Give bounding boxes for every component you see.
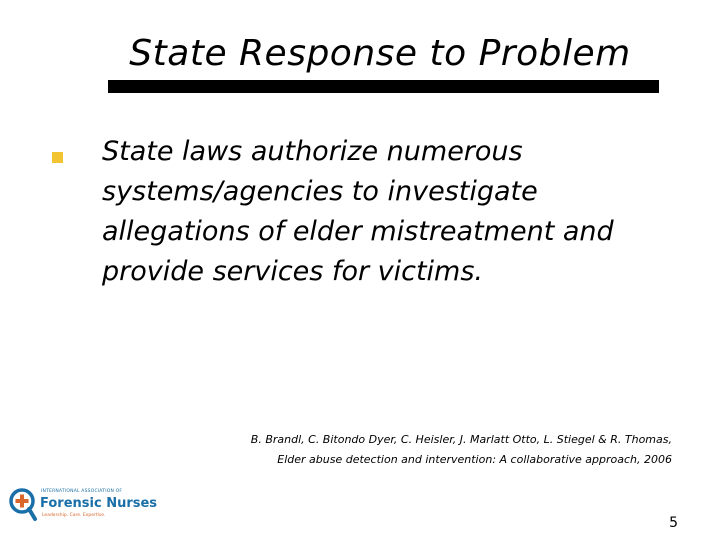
slide-title: State Response to Problem [129, 33, 631, 74]
logo-association-text: INTERNATIONAL ASSOCIATION OF [41, 489, 123, 494]
citation-work: Elder abuse detection and intervention: A collaborative approach, 2006 [277, 453, 672, 466]
logo-tagline-text: Leadership. Care. Expertise. [42, 513, 106, 518]
bullet-square-icon [52, 152, 63, 163]
page-number: 5 [669, 515, 678, 531]
bullet-text: State laws authorize numerous systems/agencies to investigate allegations of elder mistreatment and provide services for victims. [102, 136, 614, 287]
citation-authors: B. Brandl, C. Bitondo Dyer, C. Heisler, J. Marlatt Otto, L. Stiegel & R. Thomas, [250, 433, 672, 446]
magnifier-cross-icon [8, 486, 40, 526]
forensic-nurses-logo [8, 486, 158, 526]
citation [172, 430, 672, 470]
title-underline-bar [108, 80, 659, 93]
logo-name-text: Forensic Nurses [40, 496, 158, 511]
